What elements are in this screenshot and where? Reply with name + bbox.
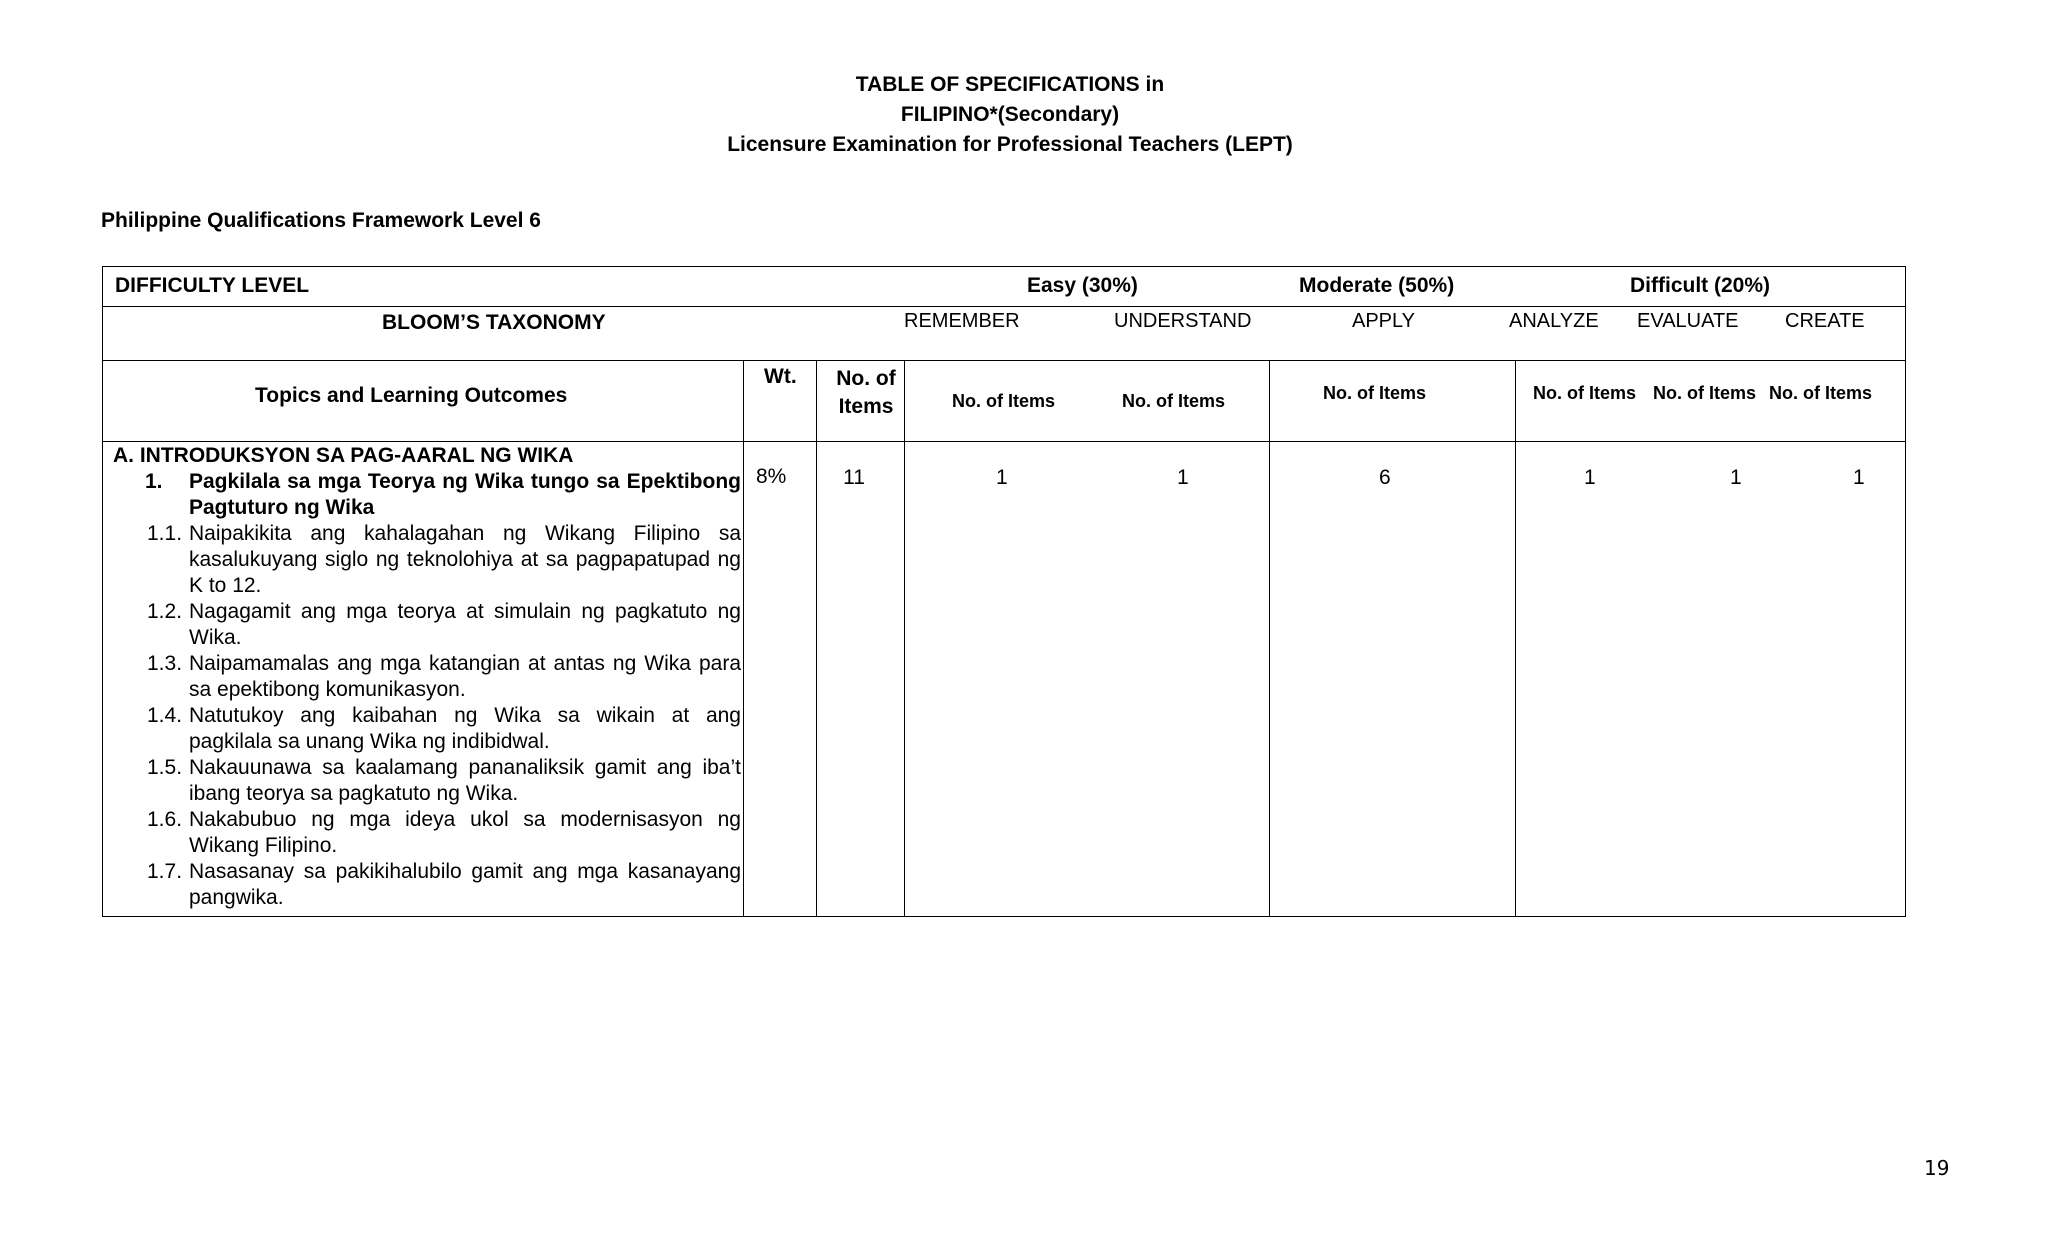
create-value: 1 bbox=[1853, 466, 1865, 489]
outcome-number: 1.5. bbox=[147, 756, 183, 779]
outcome-item bbox=[113, 521, 741, 599]
analyze-value: 1 bbox=[1584, 466, 1596, 489]
apply-value: 6 bbox=[1379, 466, 1391, 489]
evaluate-items-header: No. of Items bbox=[1653, 383, 1757, 403]
bloom-remember: REMEMBER bbox=[904, 310, 1020, 332]
no-of-items-header-line-2: Items bbox=[838, 395, 894, 418]
title-line-1: TABLE OF SPECIFICATIONS in bbox=[855, 73, 1165, 96]
bloom-understand: UNDERSTAND bbox=[1114, 310, 1252, 332]
weight-header: Wt. bbox=[764, 365, 797, 388]
outcome-number: 1.1. bbox=[147, 522, 183, 545]
col-divider-moderate bbox=[1269, 360, 1270, 916]
outcome-text: Natutukoy ang kaibahan ng Wika sa wikain at ang pagkilala sa unang Wika ng indibidwal. bbox=[189, 704, 741, 753]
outcome-text: Naipakikita ang kahalagahan ng Wikang Filipino sa kasalukuyang siglo ng teknolohiya at sa pagpapatupad ng K to 12. bbox=[189, 522, 741, 597]
specifications-table bbox=[102, 266, 1906, 917]
remember-items-header: No. of Items bbox=[952, 391, 1056, 411]
learning-outcomes-cell bbox=[113, 443, 741, 911]
remember-value: 1 bbox=[996, 466, 1008, 489]
outcome-number: 1.4. bbox=[147, 704, 183, 727]
outcome-text: Naipamamalas ang mga katangian at antas ng Wika para sa epektibong komunikasyon. bbox=[189, 652, 741, 701]
page-number: 19 bbox=[1924, 1156, 1950, 1180]
difficulty-difficult: Difficult (20%) bbox=[1630, 274, 1771, 297]
outcome-item bbox=[113, 807, 741, 859]
outcome-item bbox=[113, 651, 741, 703]
create-items-header: No. of Items bbox=[1769, 383, 1873, 403]
bloom-apply: APPLY bbox=[1352, 310, 1415, 332]
title-line-2: FILIPINO*(Secondary) bbox=[900, 103, 1120, 126]
topic-text: Pagkilala sa mga Teorya ng Wika tungo sa Epektibong Pagtuturo ng Wika bbox=[189, 470, 741, 519]
outcome-text: Nasasanay sa pakikihalubilo gamit ang mga kasanayang pangwika. bbox=[189, 860, 741, 909]
bloom-analyze: ANALYZE bbox=[1509, 310, 1599, 332]
outcome-item bbox=[113, 859, 741, 911]
row-divider-header bbox=[103, 441, 1905, 442]
bloom-create: CREATE bbox=[1785, 310, 1865, 332]
weight-value: 8% bbox=[756, 465, 787, 488]
understand-value: 1 bbox=[1177, 466, 1189, 489]
topic-number: 1. bbox=[145, 470, 163, 493]
evaluate-value: 1 bbox=[1730, 466, 1742, 489]
bloom-taxonomy-label: BLOOM’S TAXONOMY bbox=[382, 311, 606, 334]
section-title: A. INTRODUKSYON SA PAG-AARAL NG WIKA bbox=[113, 444, 574, 467]
row-divider-bloom bbox=[103, 360, 1905, 361]
framework-heading: Philippine Qualifications Framework Level 6 bbox=[101, 209, 541, 232]
outcome-item bbox=[113, 755, 741, 807]
analyze-items-header: No. of Items bbox=[1533, 383, 1637, 403]
outcome-text: Nakauunawa sa kaalamang pananaliksik gamit ang iba’t ibang teorya sa pagkatuto ng Wika. bbox=[189, 756, 741, 805]
title-line-3: Licensure Examination for Professional Teachers (LEPT) bbox=[727, 133, 1293, 156]
topics-header: Topics and Learning Outcomes bbox=[255, 384, 568, 407]
difficulty-moderate: Moderate (50%) bbox=[1299, 274, 1455, 297]
outcome-item bbox=[113, 703, 741, 755]
outcome-number: 1.7. bbox=[147, 860, 183, 883]
row-divider-difficulty bbox=[103, 306, 1905, 307]
apply-items-header: No. of Items bbox=[1323, 383, 1427, 403]
understand-items-header: No. of Items bbox=[1122, 391, 1226, 411]
outcome-number: 1.6. bbox=[147, 808, 183, 831]
total-items-value: 11 bbox=[843, 466, 865, 489]
no-of-items-header bbox=[826, 365, 906, 421]
topic-heading bbox=[113, 469, 741, 521]
no-of-items-header-line-1: No. of bbox=[836, 367, 896, 390]
outcome-text: Nakabubuo ng mga ideya ukol sa modernisasyon ng Wikang Filipino. bbox=[189, 808, 741, 857]
outcome-number: 1.3. bbox=[147, 652, 183, 675]
col-divider-wt bbox=[743, 360, 744, 916]
outcome-item bbox=[113, 599, 741, 651]
col-divider-items bbox=[816, 360, 817, 916]
difficulty-easy: Easy (30%) bbox=[1027, 274, 1138, 297]
outcome-text: Nagagamit ang mga teorya at simulain ng pagkatuto ng Wika. bbox=[189, 600, 741, 649]
difficulty-level-label: DIFFICULTY LEVEL bbox=[115, 274, 310, 297]
bloom-evaluate: EVALUATE bbox=[1637, 310, 1739, 332]
col-divider-easy bbox=[904, 360, 905, 916]
col-divider-difficult bbox=[1515, 360, 1516, 916]
outcome-number: 1.2. bbox=[147, 600, 183, 623]
document-title bbox=[0, 70, 2020, 160]
